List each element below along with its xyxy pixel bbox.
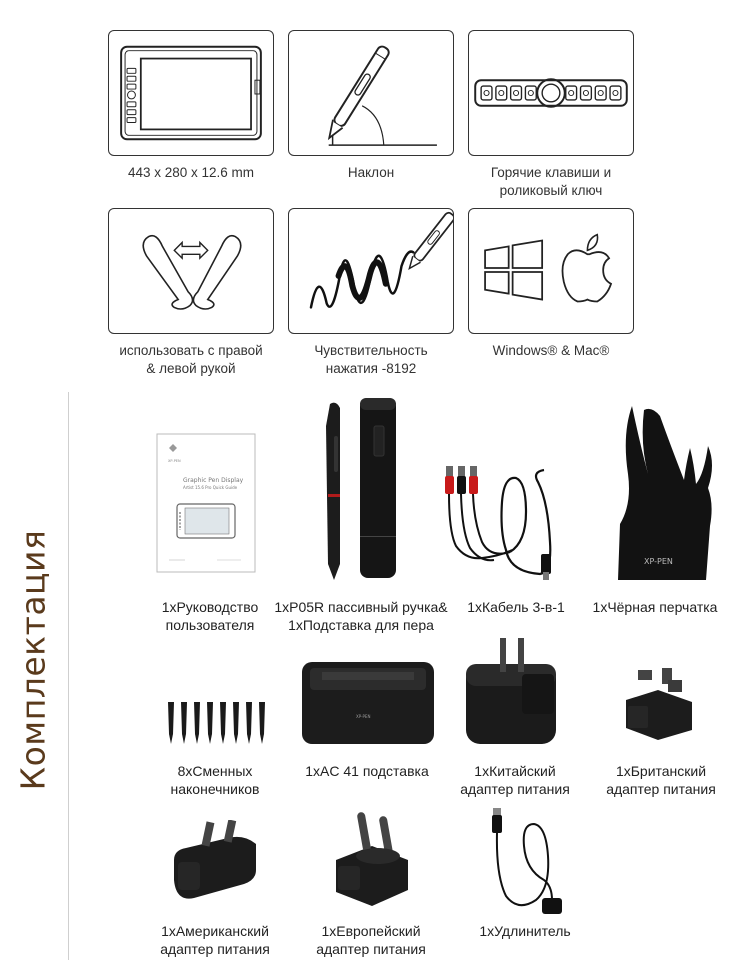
manual-title-text: Graphic Pen Display	[183, 477, 244, 484]
feature-os-caption: Windows® & Mac®	[492, 343, 610, 358]
us-adapter-image	[164, 820, 266, 908]
feature-hands-caption: использовать с правой & левой рукой	[119, 343, 263, 376]
extender-image	[478, 806, 568, 916]
feature-hotkeys-caption: Горячие клавиши и роликовый ключ	[490, 165, 612, 198]
manual-caption: 1xРуководство пользователя	[161, 599, 259, 633]
feature-size-box	[108, 30, 274, 156]
pen-caption: 1xP05R пассивный ручка& 1xПодставка для пера	[274, 599, 448, 633]
feature-pressure-caption: Чувствительность нажатия -8192	[314, 343, 428, 376]
section-divider	[68, 392, 69, 960]
cable-image	[440, 462, 560, 582]
windows-icon	[485, 240, 542, 299]
windows-mac-icon	[469, 209, 633, 333]
section-title: Комплектация	[13, 529, 53, 791]
tablet-display-icon	[109, 31, 273, 155]
nibs-caption: 8xСменных наконечников	[170, 763, 260, 797]
stand-print-text: XP-PEN	[356, 714, 371, 719]
pressure-stroke-icon	[289, 209, 453, 333]
uk-adapter-image	[618, 666, 696, 742]
us-adapter-caption: 1xАмериканский адаптер питания	[160, 923, 270, 957]
pen-and-holder-image	[310, 396, 412, 582]
glove-print-text: XP-PEN	[644, 557, 673, 566]
cn-adapter-image	[462, 636, 566, 746]
hotkey-bar-icon	[469, 31, 633, 155]
cable-caption: 1xКабель 3-в-1	[467, 599, 565, 615]
extender-caption: 1xУдлинитель	[479, 923, 571, 939]
feature-tilt-box	[288, 30, 454, 156]
uk-adapter-caption: 1xБританский адаптер питания	[606, 763, 716, 797]
manual-image	[155, 432, 257, 574]
apple-icon	[562, 235, 611, 302]
manual-brand-text: XP-PEN	[168, 459, 181, 463]
cn-adapter-caption: 1xКитайский адаптер питания	[460, 763, 570, 797]
eu-adapter-caption: 1xЕвропейский адаптер питания	[316, 923, 426, 957]
glove-caption: 1xЧёрная перчатка	[592, 599, 718, 615]
pen-tilt-icon	[289, 31, 453, 155]
feature-hands-box	[108, 208, 274, 334]
nibs-image	[162, 700, 274, 746]
stand-image	[300, 658, 436, 746]
feature-size-caption: 443 x 280 x 12.6 mm	[127, 165, 255, 180]
stand-caption: 1xAC 41 подставка	[305, 763, 429, 779]
eu-adapter-image	[330, 810, 412, 908]
feature-os-box	[468, 208, 634, 334]
glove-image	[610, 404, 722, 580]
left-right-hand-icon	[109, 209, 273, 333]
feature-pressure-box	[288, 208, 454, 334]
manual-subtitle-text: Artist 15.6 Pro Quick Guide	[183, 485, 238, 490]
feature-tilt-caption: Наклон	[347, 165, 395, 180]
feature-hotkeys-box	[468, 30, 634, 156]
